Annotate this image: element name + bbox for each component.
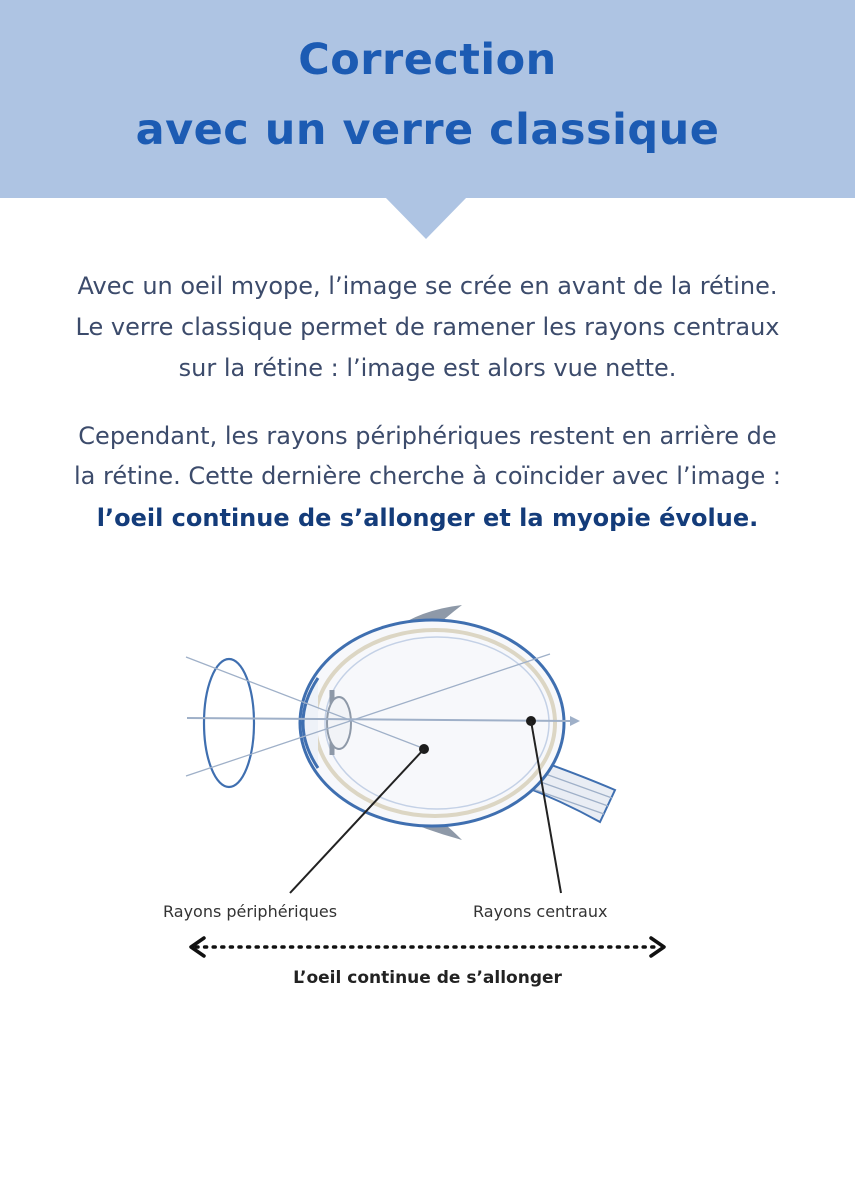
crystalline-lens (327, 697, 351, 749)
paragraph1-line3: sur la rétine : l’image est alors vue nette. (178, 354, 677, 382)
diagram-caption: L’oeil continue de s’allonger (293, 968, 562, 988)
header-banner (0, 0, 855, 198)
label-peripheral-rays: Rayons périphériques (163, 902, 338, 921)
paragraph2-highlight: l’oeil continue de s’allonger et la myopie évolue. (96, 504, 759, 532)
page-title-line2: avec un verre classique (135, 105, 720, 155)
paragraph1-line1: Avec un oeil myope, l’image se crée en avant de la rétine. (77, 272, 778, 300)
page-title-line1: Correction (298, 35, 557, 85)
paragraph1-line2: Le verre classique permet de ramener les rayons centraux (75, 313, 780, 341)
label-central-rays: Rayons centraux (473, 902, 608, 921)
paragraph2-line1: Cependant, les rayons périphériques restent en arrière de (78, 422, 777, 450)
eye-diagram (0, 560, 855, 1020)
paragraph2-line2: la rétine. Cette dernière cherche à coïncider avec l’image : (73, 462, 781, 490)
eye-diagram-svg (0, 560, 855, 1020)
header-pointer-arrow (385, 197, 467, 239)
